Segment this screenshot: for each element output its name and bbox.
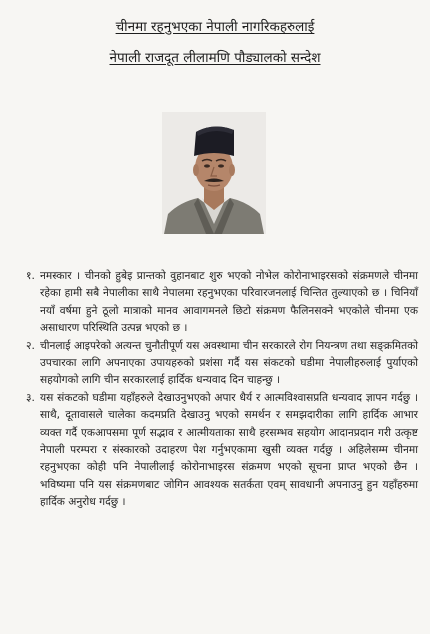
message-body bbox=[26, 268, 418, 512]
document-subtitle bbox=[0, 49, 430, 67]
paragraph-2 bbox=[26, 338, 418, 390]
paragraph-number: १. bbox=[26, 270, 35, 282]
document-title bbox=[0, 18, 430, 36]
paragraph-1 bbox=[26, 268, 418, 338]
paragraph-text: यस संकटको घडीमा यहाँहरुले देखाउनुभएको अपार धैर्य र आत्मविश्वासप्रति धन्यवाद ज्ञापन गर्दछु । साथै, दूतावासले चालेका कदमप्रति देखाउनु भएको समर्थन र समझदारीका लागि हार्दिक आभार व्यक्त गर्दै एकआपसमा पूर्ण सद्भाव र आत्मीयताका साथै हरसम्भव सहयोग आदानप्रदान गरी उत्कृष्ट नेपाली परम्परा र संस्कारको उदाहरण पेश गर्नुभएकामा खुसी व्यक्त गर्दछु । अहिलेसम्म चीनमा रहनुभएका कोही पनि नेपालीलाई कोरोनाभाइरस संक्रमण भएको सूचना प्राप्त भएको छैन । भविष्यमा पनि यस संक्रमणबाट जोगिन आवश्यक सतर्कता एवम् सावधानी अपनाउनु हुन यहाँहरुमा हार्दिक अनुरोध गर्दछु । bbox=[40, 391, 418, 509]
paragraph-text: नमस्कार । चीनको हुबेइ प्रान्तको वुहानबाट शुरु भएको नोभेल कोरोनाभाइरसको संक्रमणले चीनमा रहेका हामी सबै नेपालीका साथै नेपालमा रहनुभएका परिवारजनलाई चिन्तित तुल्याएको छ । चिनियाँ नयाँ वर्षमा हुने ठूलो मात्राको मानव आवागमनले छिटो संक्रमण फैलिनसक्ने भएकोले चीनमा एक असाधारण परिस्थिति उत्पन्न भएको छ । bbox=[40, 270, 418, 335]
paragraph-number: २. bbox=[26, 339, 35, 352]
paragraph-3 bbox=[26, 390, 418, 512]
ambassador-portrait bbox=[162, 112, 266, 234]
title-line-1: चीनमा रहनुभएका नेपाली नागरिकहरुलाई bbox=[115, 19, 315, 35]
paragraph-number: ३. bbox=[26, 391, 35, 404]
paragraph-text: चीनलाई आइपरेको अत्यन्त चुनौतीपूर्ण यस अवस्थामा चीन सरकारले रोग नियन्त्रण तथा सङ्क्रमितको उपचारका लागि अपनाएका उपायहरुको प्रशंसा गर्दै यस संकटको घडीमा नेपालीहरुलाई पुर्याएको सहयोगको लागि चीन सरकारलाई हार्दिक धन्यवाद दिन चाहन्छु । bbox=[40, 339, 418, 387]
title-line-2: नेपाली राजदूत लीलामणि पौड्यालको सन्देश bbox=[109, 50, 321, 66]
